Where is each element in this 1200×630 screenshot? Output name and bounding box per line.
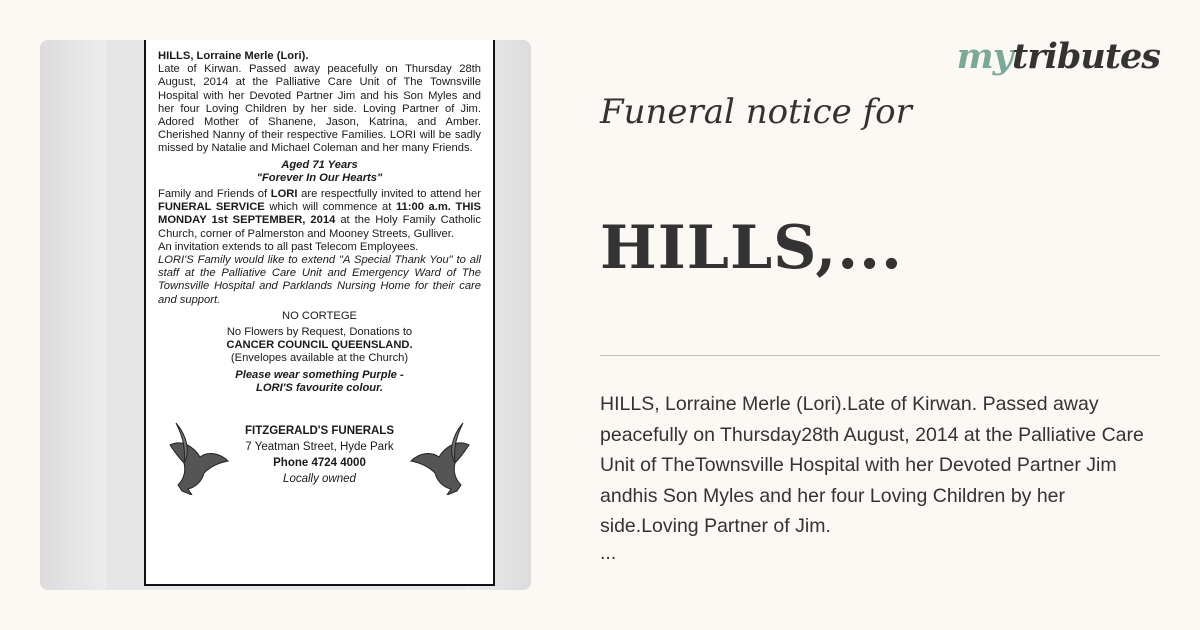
mytributes-logo[interactable]: mytributes	[956, 36, 1160, 77]
deceased-name: HILLS,...	[600, 213, 903, 283]
notice-age: Aged 71 Years	[281, 158, 358, 171]
notice-charity: CANCER COUNCIL QUEENSLAND.	[226, 339, 413, 352]
director-address: 7 Yeatman Street, Hyde Park	[245, 441, 394, 454]
notice-motto: "Forever In Our Hearts"	[256, 171, 383, 184]
dove-icon	[168, 417, 230, 495]
director-owned: Locally owned	[283, 473, 356, 486]
notice-thanks: LORI'S Family would like to extend "A Special Thank You" to all staff at the Palliative Care Unit and Emergency Ward of The Townsville Hospital and Parklands Nursing Home for their care and support.	[158, 254, 481, 306]
funeral-notice-label: Funeral notice for	[600, 92, 912, 132]
notice-purple-2: LORI'S favourite colour.	[256, 381, 383, 394]
notice-invitation: An invitation extends to all past Telecom Employees.	[158, 240, 419, 253]
notice-flowers: No Flowers by Request, Donations to	[226, 326, 413, 339]
card-shade-left	[40, 40, 106, 590]
divider	[600, 355, 1160, 356]
dove-icon	[409, 417, 471, 495]
notice-purple-1: Please wear something Purple -	[235, 368, 404, 381]
director-name: FITZGERALD'S FUNERALS	[244, 425, 395, 438]
notice-paragraph: Late of Kirwan. Passed away peacefully on Thursday 28th August, 2014 at the Palliative Care Unit of The Townsville Hospital with her Devoted Partner Jim and his Son Myles and her four Loving Children by her side. Loving Partner of Jim. Adored Mother of Shanene, Jason, Katrina, and Amber. Cherished Nanny of their respective Families. LORI will be sadly missed by Natalie and Michael Coleman and her many Friends.	[158, 63, 481, 155]
newspaper-notice	[144, 40, 495, 586]
excerpt-ellipsis: ...	[600, 542, 617, 564]
notice-image-card	[40, 40, 531, 590]
notice-excerpt: HILLS, Lorraine Merle (Lori).Late of Kirwan. Passed away peacefully on Thursday28th August, 2014 at the Palliative Care Unit of TheTownsville Hospital with her Devoted Partner Jim andhis Son Myles and her four Loving Children by her side.Loving Partner of Jim.	[600, 393, 1144, 537]
notice-envelopes: (Envelopes available at the Church)	[230, 352, 409, 365]
notice-service: Family and Friends of LORI are respectfully invited to attend her FUNERAL SERVICE which will commence at 11:00 a.m. THIS MONDAY 1st SEPTEMBER, 2014 at the Holy Family Catholic Church, corner of Palmerston and Mooney Streets, Gulliver.	[158, 188, 481, 240]
notice-cortege: NO CORTEGE	[281, 309, 357, 322]
notice-heading: HILLS, Lorraine Merle (Lori).	[158, 50, 309, 62]
notice-footer	[158, 417, 481, 507]
director-phone: Phone 4724 4000	[273, 457, 366, 470]
